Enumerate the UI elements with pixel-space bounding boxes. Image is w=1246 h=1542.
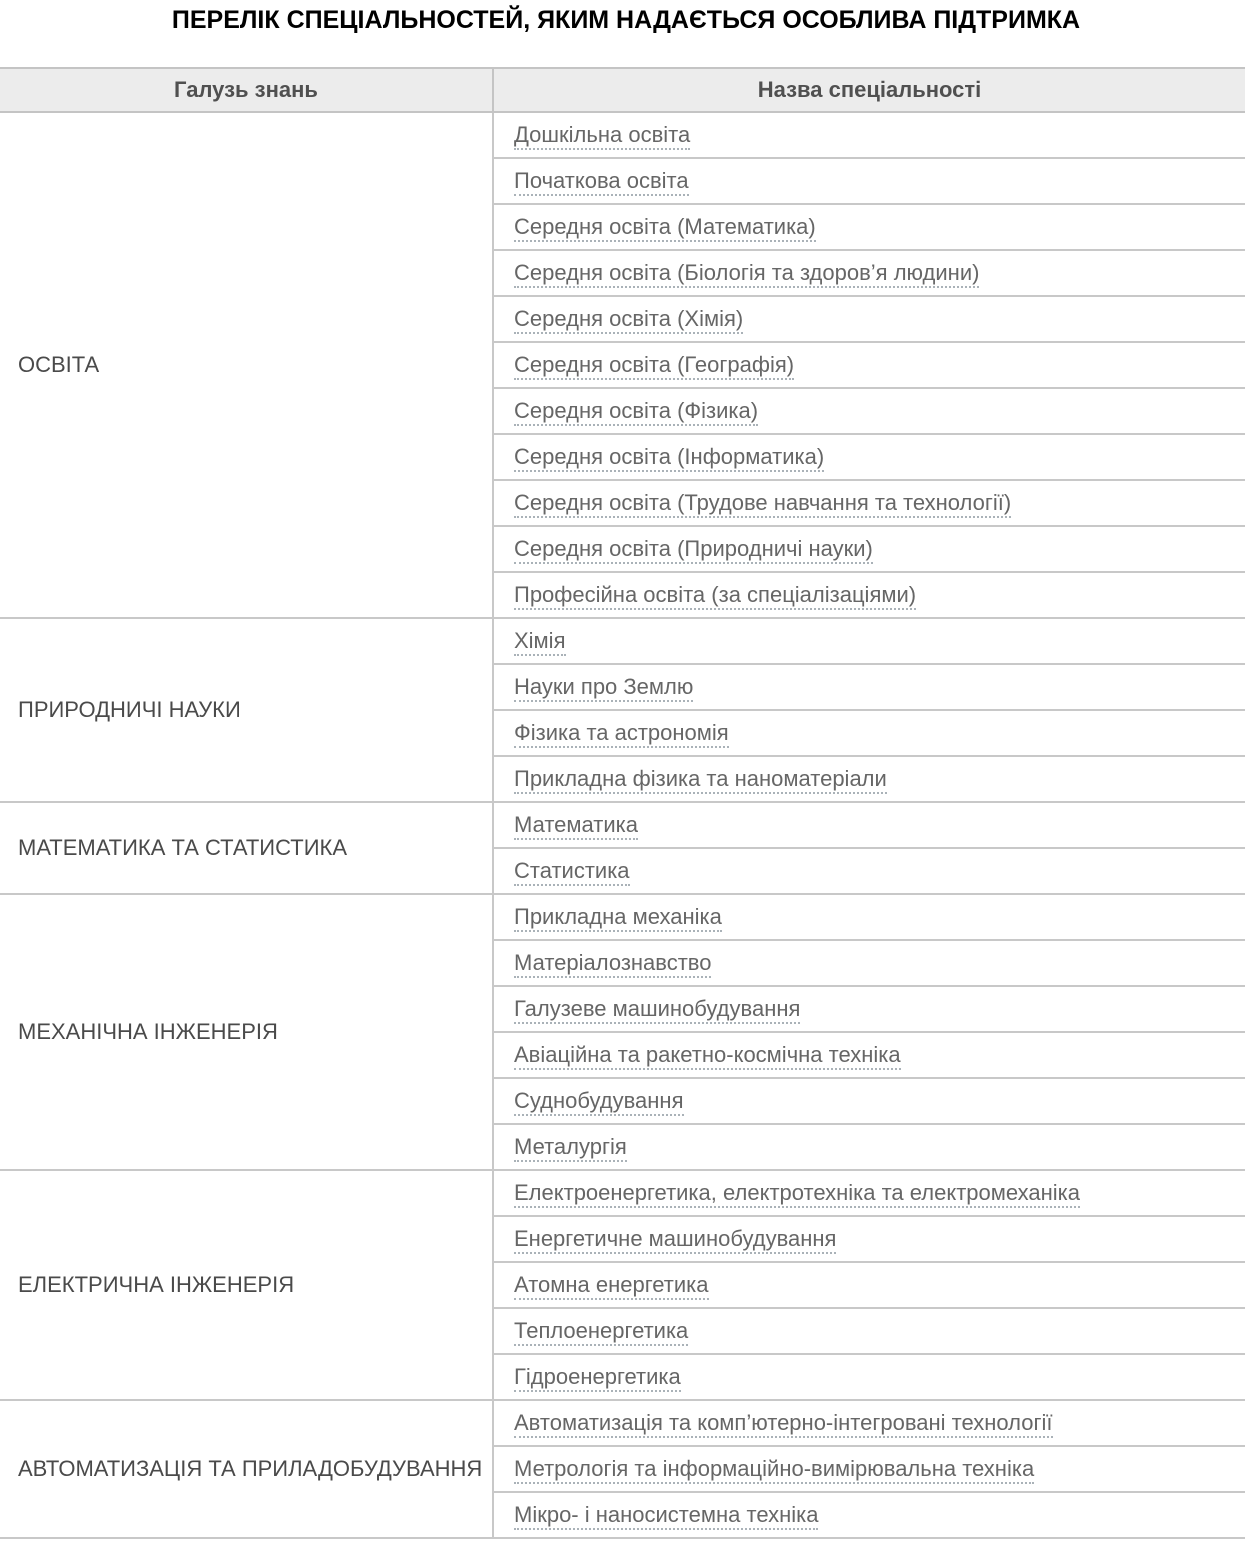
specialty-link[interactable]: Електроенергетика, електротехніка та електромеханіка: [514, 1180, 1080, 1208]
specialty-link[interactable]: Гідроенергетика: [514, 1364, 681, 1392]
specialty-link[interactable]: Математика: [514, 812, 638, 840]
specialty-link[interactable]: Початкова освіта: [514, 168, 689, 196]
specialty-cell: [493, 1216, 1245, 1262]
specialty-link[interactable]: Прикладна фізика та наноматеріали: [514, 766, 887, 794]
specialty-cell: [493, 894, 1245, 940]
specialty-cell: [493, 1124, 1245, 1170]
field-of-knowledge-cell: ЕЛЕКТРИЧНА ІНЖЕНЕРІЯ: [0, 1170, 493, 1400]
specialty-cell: [493, 342, 1245, 388]
specialty-cell: [493, 204, 1245, 250]
specialty-link[interactable]: Метрологія та інформаційно-вимірювальна техніка: [514, 1456, 1034, 1484]
specialty-link[interactable]: Середня освіта (Природничі науки): [514, 536, 873, 564]
specialty-cell: [493, 434, 1245, 480]
specialty-link[interactable]: Металургія: [514, 1134, 627, 1162]
specialty-cell: [493, 1032, 1245, 1078]
specialty-cell: [493, 1400, 1245, 1446]
specialty-link[interactable]: Середня освіта (Математика): [514, 214, 816, 242]
specialty-link[interactable]: Середня освіта (Інформатика): [514, 444, 824, 472]
specialty-link[interactable]: Середня освіта (Біологія та здоров’я людини): [514, 260, 979, 288]
specialty-cell: [493, 664, 1245, 710]
specialty-link[interactable]: Середня освіта (Трудове навчання та технології): [514, 490, 1011, 518]
specialty-cell: [493, 480, 1245, 526]
specialty-cell: [493, 250, 1245, 296]
specialty-link[interactable]: Фізика та астрономія: [514, 720, 729, 748]
table-row: [0, 618, 1245, 664]
specialty-link[interactable]: Автоматизація та комп’ютерно-інтегровані технології: [514, 1410, 1053, 1438]
specialty-link[interactable]: Науки про Землю: [514, 674, 693, 702]
specialty-cell: [493, 296, 1245, 342]
specialty-link[interactable]: Суднобудування: [514, 1088, 684, 1116]
table-row: [0, 802, 1245, 848]
specialty-cell: [493, 756, 1245, 802]
field-of-knowledge-cell: ОСВІТА: [0, 112, 493, 618]
specialty-cell: [493, 618, 1245, 664]
table-body: [0, 112, 1245, 1538]
specialties-table: [0, 67, 1245, 1539]
specialty-cell: [493, 388, 1245, 434]
field-of-knowledge-cell: МЕХАНІЧНА ІНЖЕНЕРІЯ: [0, 894, 493, 1170]
specialty-link[interactable]: Статистика: [514, 858, 630, 886]
specialty-cell: [493, 940, 1245, 986]
column-header-specialty: Назва спеціальності: [493, 68, 1245, 112]
specialty-cell: [493, 1078, 1245, 1124]
specialty-cell: [493, 158, 1245, 204]
specialty-link[interactable]: Дошкільна освіта: [514, 122, 690, 150]
specialty-cell: [493, 802, 1245, 848]
specialty-cell: [493, 1170, 1245, 1216]
specialty-cell: [493, 1262, 1245, 1308]
field-of-knowledge-cell: АВТОМАТИЗАЦІЯ ТА ПРИЛАДОБУДУВАННЯ: [0, 1400, 493, 1538]
specialty-link[interactable]: Матеріалознавство: [514, 950, 711, 978]
specialty-cell: [493, 1354, 1245, 1400]
specialty-link[interactable]: Професійна освіта (за спеціалізаціями): [514, 582, 916, 610]
specialty-link[interactable]: Теплоенергетика: [514, 1318, 688, 1346]
specialty-cell: [493, 986, 1245, 1032]
specialty-link[interactable]: Атомна енергетика: [514, 1272, 709, 1300]
specialty-link[interactable]: Середня освіта (Географія): [514, 352, 794, 380]
column-header-field: Галузь знань: [0, 68, 493, 112]
table-row: [0, 1170, 1245, 1216]
specialty-cell: [493, 526, 1245, 572]
specialty-link[interactable]: Галузеве машинобудування: [514, 996, 800, 1024]
table-row: [0, 112, 1245, 158]
specialty-link[interactable]: Середня освіта (Хімія): [514, 306, 743, 334]
specialty-link[interactable]: Енергетичне машинобудування: [514, 1226, 836, 1254]
field-of-knowledge-cell: МАТЕМАТИКА ТА СТАТИСТИКА: [0, 802, 493, 894]
specialty-cell: [493, 1446, 1245, 1492]
specialty-cell: [493, 710, 1245, 756]
table-row: [0, 1400, 1245, 1446]
specialty-link[interactable]: Мікро- і наносистемна техніка: [514, 1502, 818, 1530]
specialty-cell: [493, 112, 1245, 158]
specialty-cell: [493, 572, 1245, 618]
table-header-row: [0, 68, 1245, 112]
specialty-link[interactable]: Прикладна механіка: [514, 904, 722, 932]
specialty-link[interactable]: Середня освіта (Фізика): [514, 398, 758, 426]
specialty-cell: [493, 1492, 1245, 1538]
field-of-knowledge-cell: ПРИРОДНИЧІ НАУКИ: [0, 618, 493, 802]
specialty-link[interactable]: Хімія: [514, 628, 566, 656]
specialty-cell: [493, 1308, 1245, 1354]
table-row: [0, 894, 1245, 940]
page-title: ПЕРЕЛІК СПЕЦІАЛЬНОСТЕЙ, ЯКИМ НАДАЄТЬСЯ ОСОБЛИВА ПІДТРИМКА: [171, 6, 1081, 34]
specialty-cell: [493, 848, 1245, 894]
specialty-link[interactable]: Авіаційна та ракетно-космічна техніка: [514, 1042, 901, 1070]
